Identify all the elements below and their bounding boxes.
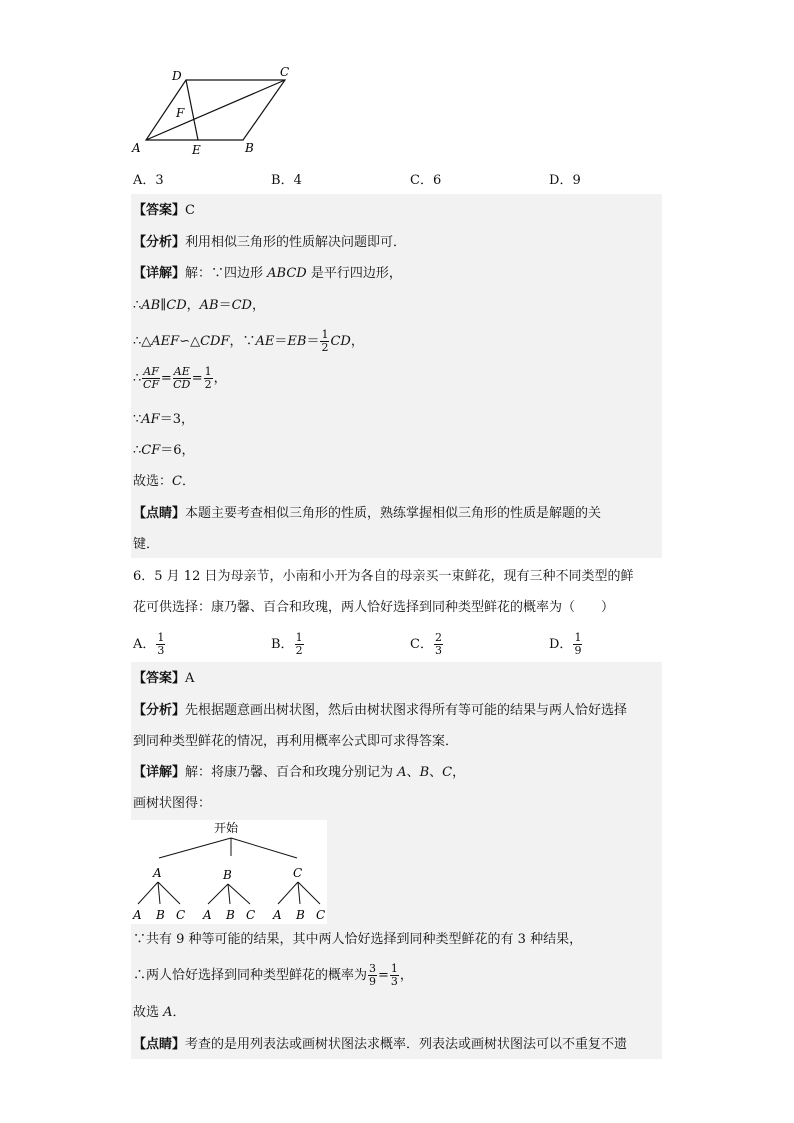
q6-option-d: D． $\frac{1}{9}$ <box>549 631 582 657</box>
q5-detail-3: ∴△AEF∽△CDF，∵AE＝EB＝ $\frac{1}{2}$ CD， <box>133 328 364 354</box>
q6-detail-2: 画树状图得： <box>133 796 212 811</box>
q6-stem-2: 花可供选择：康乃馨、百合和玫瑰，两人恰好选择到同种类型鲜花的概率为（ ） <box>133 600 615 615</box>
q5-detail-5: ∵AF＝3， <box>133 412 194 427</box>
q6-detail-3: ∵共有 9 种等可能的结果，其中两人恰好选择到同种类型鲜花的有 3 种结果， <box>133 932 583 947</box>
label-B: B <box>245 141 254 155</box>
q6-detail-1: 【详解】解：将康乃馨、百合和玫瑰分别记为 A、B、C， <box>133 765 466 780</box>
q5-option-d: D．9 <box>549 173 581 188</box>
fraction: $\frac{AF}{CF}$ <box>143 365 160 391</box>
q6-analysis-1: 【分析】先根据题意画出树状图，然后由树状图求得所有等可能的结果与两人恰好选择 <box>133 703 628 718</box>
q6-detail-5: 故选 A． <box>133 1005 186 1020</box>
q5-answer: 【答案】C <box>133 203 195 218</box>
label-C: C <box>280 65 290 79</box>
tree-node-b: B <box>223 868 232 882</box>
label-A: A <box>132 141 141 155</box>
tree-leaf: A <box>273 908 282 922</box>
q5-analysis: 【分析】利用相似三角形的性质解决问题即可． <box>133 235 407 250</box>
tree-leaf: C <box>246 908 256 922</box>
q5-detail-7: 故选：C． <box>133 474 195 489</box>
fraction: $\frac{1}{3}$ <box>390 962 398 988</box>
tree-leaf: A <box>133 908 142 922</box>
tree-leaf: B <box>226 908 235 922</box>
tree-leaf: A <box>203 908 212 922</box>
q6-analysis-2: 到同种类型鲜花的情况，再利用概率公式即可求得答案． <box>133 734 459 749</box>
q5-detail-4: ∴ $\frac{AF}{CF}$ = $\frac{AE}{CD}$ = $\frac{1}{2}$ ， <box>133 365 227 391</box>
q5-detail-1: 【详解】解：∵四边形 ABCD 是平行四边形， <box>133 266 402 281</box>
tree-leaf: B <box>156 908 165 922</box>
label-D: D <box>172 69 182 83</box>
q6-stem-1: 6．5 月 12 日为母亲节，小南和小开为各自的母亲买一束鲜花，现有三种不同类型的鲜 <box>133 569 634 584</box>
tree-leaf: C <box>316 908 326 922</box>
tree-node-a: A <box>153 866 162 880</box>
fraction: $\frac{3}{9}$ <box>369 962 377 988</box>
q5-option-b: B．4 <box>271 173 302 188</box>
q6-comment-1: 【点睛】考查的是用列表法或画树状图法求概率．列表法或画树状图法可以不重复不遗 <box>133 1037 628 1052</box>
fraction: $\frac{1}{2}$ <box>204 365 212 391</box>
parallelogram-figure <box>128 62 308 162</box>
tree-diagram <box>131 820 327 924</box>
q5-detail-6: ∴CF＝6， <box>133 443 195 458</box>
q5-detail-2: ∴AB∥CD，AB＝CD， <box>133 298 265 313</box>
q6-option-a: A． $\frac{1}{3}$ <box>133 631 165 657</box>
q6-option-b: B． $\frac{1}{2}$ <box>271 631 303 657</box>
tree-leaf: C <box>176 908 186 922</box>
label-F: F <box>176 106 185 120</box>
label-E: E <box>192 143 201 157</box>
q6-detail-4: ∴两人恰好选择到同种类型鲜花的概率为 $\frac{3}{9}$ = $\frac{1}{3}$ ， <box>133 962 413 988</box>
fraction: $\frac{1}{2}$ <box>321 328 329 354</box>
tree-leaf: B <box>296 908 305 922</box>
q5-option-a: A．3 <box>133 173 164 188</box>
q6-answer: 【答案】A <box>133 671 195 686</box>
fraction: $\frac{AE}{CD}$ <box>173 365 191 391</box>
tree-node-c: C <box>293 866 303 880</box>
q6-option-c: C． $\frac{2}{3}$ <box>410 631 442 657</box>
q5-comment-2: 键． <box>133 537 160 552</box>
tree-root: 开始 <box>214 821 239 835</box>
q5-comment-1: 【点睛】本题主要考查相似三角形的性质，熟练掌握相似三角形的性质是解题的关 <box>133 506 602 521</box>
q5-option-c: C．6 <box>410 173 442 188</box>
